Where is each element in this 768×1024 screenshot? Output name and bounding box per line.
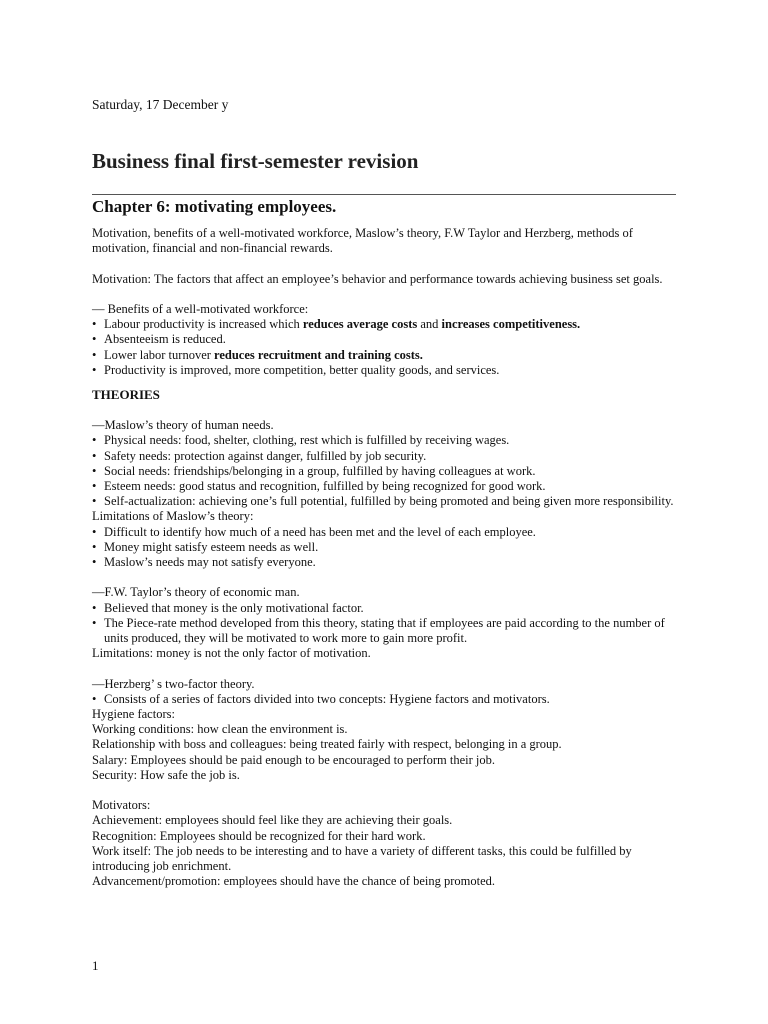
motivation-definition: Motivation: The factors that affect an employee’s behavior and performance towards achieving business set goals.: [92, 271, 663, 286]
benefit-item: • Labour productivity is increased which reduces average costs and increases competitiveness.: [92, 317, 581, 332]
maslow-need-item: • Self-actualization: achieving one’s full potential, fulfilled by being promoted and being given more responsibility.: [92, 494, 674, 509]
maslow-heading: —Maslow’s theory of human needs.: [92, 418, 274, 433]
taylor-item: • The Piece-rate method developed from this theory, stating that if employees are paid according to the number of units produced, they will be motivated to work more to gain more profit.: [92, 615, 665, 646]
taylor-limitations: Limitations: money is not the only factor of motivation.: [92, 646, 371, 661]
maslow-need-item: • Social needs: friendships/belonging in a group, fulfilled by having colleagues at work.: [92, 463, 536, 478]
motivator-item: Recognition: Employees should be recognized for their hard work.: [92, 828, 426, 843]
benefit-item: • Lower labor turnover reduces recruitment and training costs.: [92, 347, 423, 362]
maslow-need-item: • Safety needs: protection against danger, fulfilled by job security.: [92, 448, 427, 463]
theories-heading: THEORIES: [92, 387, 160, 402]
intro-paragraph: Motivation, benefits of a well-motivated workforce, Maslow’s theory, F.W Taylor and Herzberg, methods of motivation, financial and non-financial rewards.: [92, 226, 633, 256]
chapter-heading-text: Chapter 6: motivating employees.: [92, 197, 337, 216]
hygiene-factor: Working conditions: how clean the environment is.: [92, 722, 348, 737]
hygiene-factor: Salary: Employees should be paid enough to be encouraged to perform their job.: [92, 752, 496, 767]
taylor-item: • Believed that money is the only motivational factor.: [92, 600, 364, 615]
maslow-need-item: • Physical needs: food, shelter, clothing, rest which is fulfilled by receiving wages.: [92, 433, 510, 448]
document-page: [92, 96, 676, 889]
document-date: Saturday, 17 December y: [92, 97, 229, 112]
maslow-limitations-heading: Limitations of Maslow’s theory:: [92, 509, 254, 524]
hygiene-factor: Relationship with boss and colleagues: being treated fairly with respect, belonging in a group.: [92, 737, 562, 752]
maslow-limitation-item: • Money might satisfy esteem needs as well.: [92, 539, 319, 554]
maslow-limitation-item: • Maslow’s needs may not satisfy everyone.: [92, 555, 316, 570]
motivator-item: Work itself: The job needs to be interesting and to have a variety of different tasks, this could be fulfilled by introducing job enrichment.: [92, 843, 632, 874]
hygiene-heading: Hygiene factors:: [92, 707, 175, 722]
motivators-heading: Motivators:: [92, 798, 151, 813]
maslow-need-item: • Esteem needs: good status and recognition, fulfilled by being recognized for good work.: [92, 479, 546, 493]
motivator-item: Achievement: employees should feel like they are achieving their goals.: [92, 813, 453, 828]
taylor-heading: —F.W. Taylor’s theory of economic man.: [92, 585, 300, 600]
benefit-item: • Productivity is improved, more competition, better quality goods, and services.: [92, 362, 500, 377]
hygiene-factor: Security: How safe the job is.: [92, 767, 240, 782]
chapter-heading: [92, 194, 676, 218]
motivator-item: Advancement/promotion: employees should have the chance of being promoted.: [92, 874, 496, 889]
document-title: Business final first-semester revision: [92, 149, 419, 173]
herzberg-item: • Consists of a series of factors divided into two concepts: Hygiene factors and motivators.: [92, 691, 550, 706]
page-number: 1: [92, 958, 99, 973]
benefit-item: • Absenteeism is reduced.: [92, 332, 226, 347]
herzberg-heading: —Herzberg’ s two-factor theory.: [92, 676, 255, 691]
benefits-heading: — Benefits of a well-motivated workforce:: [92, 301, 309, 316]
maslow-limitation-item: • Difficult to identify how much of a need has been met and the level of each employee.: [92, 524, 536, 539]
